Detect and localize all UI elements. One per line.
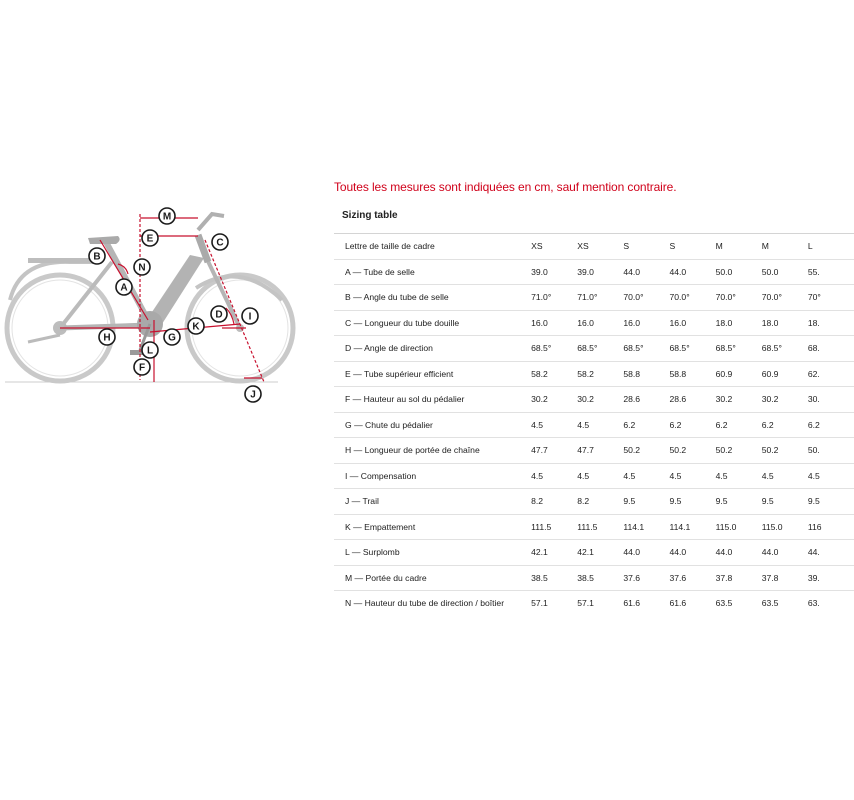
- size-header: L: [808, 234, 854, 260]
- table-row: [334, 591, 854, 616]
- row-label: L — Surplomb: [334, 540, 531, 566]
- units-note: Toutes les mesures sont indiquées en cm, sauf mention contraire.: [334, 180, 677, 194]
- row-value: 16.0: [531, 310, 577, 336]
- marker-a: [116, 279, 132, 295]
- size-header: S: [623, 234, 669, 260]
- table-row: [334, 361, 854, 387]
- row-value: 38.5: [531, 565, 577, 591]
- svg-text:J: J: [250, 389, 256, 401]
- row-value: 8.2: [531, 489, 577, 515]
- row-label: N — Hauteur du tube de direction / boîtier: [334, 591, 531, 616]
- row-value: 37.8: [762, 565, 808, 591]
- row-value: 4.5: [716, 463, 762, 489]
- marker-d: [211, 306, 227, 322]
- table-row: [334, 310, 854, 336]
- row-value: 44.0: [762, 540, 808, 566]
- row-value: 28.6: [669, 387, 715, 413]
- marker-c: [212, 234, 228, 250]
- size-header: XS: [531, 234, 577, 260]
- row-value: 50.0: [762, 259, 808, 285]
- row-label: B — Angle du tube de selle: [334, 285, 531, 311]
- row-value: 50.2: [623, 438, 669, 464]
- table-row: [334, 285, 854, 311]
- svg-text:G: G: [168, 332, 176, 344]
- row-value: 16.0: [577, 310, 623, 336]
- row-value: 8.2: [577, 489, 623, 515]
- table-row: [334, 463, 854, 489]
- row-value: 50.: [808, 438, 854, 464]
- row-value: 42.1: [531, 540, 577, 566]
- row-value: 42.1: [577, 540, 623, 566]
- row-value: 6.2: [762, 412, 808, 438]
- marker-h: [99, 329, 115, 345]
- row-value: 44.: [808, 540, 854, 566]
- row-value: 68.5°: [623, 336, 669, 362]
- row-value: 6.2: [716, 412, 762, 438]
- row-label: D — Angle de direction: [334, 336, 531, 362]
- marker-e: [142, 230, 158, 246]
- size-header: M: [762, 234, 808, 260]
- marker-b: [89, 248, 105, 264]
- row-value: 58.2: [577, 361, 623, 387]
- row-value: 63.5: [716, 591, 762, 616]
- svg-text:D: D: [215, 309, 223, 321]
- row-label: C — Longueur du tube douille: [334, 310, 531, 336]
- row-value: 60.9: [716, 361, 762, 387]
- row-value: 30.2: [762, 387, 808, 413]
- table-row: [334, 489, 854, 515]
- row-value: 44.0: [669, 259, 715, 285]
- marker-g: [164, 329, 180, 345]
- row-value: 28.6: [623, 387, 669, 413]
- svg-text:M: M: [162, 211, 172, 223]
- row-value: 68.5°: [577, 336, 623, 362]
- marker-k: [188, 318, 204, 334]
- row-value: 30.2: [531, 387, 577, 413]
- row-value: 68.5°: [531, 336, 577, 362]
- row-value: 44.0: [716, 540, 762, 566]
- row-value: 58.8: [623, 361, 669, 387]
- row-value: 68.5°: [762, 336, 808, 362]
- size-header: S: [669, 234, 715, 260]
- row-value: 39.0: [577, 259, 623, 285]
- svg-text:C: C: [216, 237, 224, 249]
- row-value: 37.6: [623, 565, 669, 591]
- row-value: 50.2: [762, 438, 808, 464]
- row-value: 71.0°: [577, 285, 623, 311]
- marker-n: [134, 259, 150, 275]
- table-row: [334, 540, 854, 566]
- row-value: 50.2: [716, 438, 762, 464]
- row-value: 70.0°: [669, 285, 715, 311]
- row-value: 4.5: [531, 412, 577, 438]
- row-label: A — Tube de selle: [334, 259, 531, 285]
- row-value: 4.5: [762, 463, 808, 489]
- row-value: 38.5: [577, 565, 623, 591]
- sizing-table-title: Sizing table: [342, 210, 398, 221]
- row-value: 55.: [808, 259, 854, 285]
- row-value: 9.5: [762, 489, 808, 515]
- row-value: 57.1: [577, 591, 623, 616]
- row-value: 68.5°: [716, 336, 762, 362]
- table-row: [334, 259, 854, 285]
- row-value: 111.5: [531, 514, 577, 540]
- row-label: E — Tube supérieur efficient: [334, 361, 531, 387]
- row-value: 70°: [808, 285, 854, 311]
- row-value: 60.9: [762, 361, 808, 387]
- row-value: 39.: [808, 565, 854, 591]
- derailleur: [28, 335, 60, 342]
- row-value: 37.6: [669, 565, 715, 591]
- row-value: 9.5: [669, 489, 715, 515]
- svg-text:K: K: [192, 321, 200, 333]
- bike-geometry-diagram: [0, 200, 310, 410]
- row-value: 4.5: [808, 463, 854, 489]
- row-value: 61.6: [669, 591, 715, 616]
- row-value: 4.5: [577, 463, 623, 489]
- row-label: J — Trail: [334, 489, 531, 515]
- row-value: 30.: [808, 387, 854, 413]
- row-value: 115.0: [762, 514, 808, 540]
- row-value: 70.0°: [623, 285, 669, 311]
- row-value: 9.5: [623, 489, 669, 515]
- row-label: K — Empattement: [334, 514, 531, 540]
- row-value: 16.0: [669, 310, 715, 336]
- svg-text:E: E: [146, 233, 154, 245]
- row-value: 70.0°: [716, 285, 762, 311]
- saddle: [88, 236, 120, 244]
- row-value: 4.5: [623, 463, 669, 489]
- row-value: 30.2: [716, 387, 762, 413]
- row-value: 39.0: [531, 259, 577, 285]
- row-value: 61.6: [623, 591, 669, 616]
- sizing-table: [334, 233, 854, 616]
- row-value: 63.5: [762, 591, 808, 616]
- row-value: 44.0: [623, 540, 669, 566]
- svg-text:H: H: [103, 332, 111, 344]
- row-value: 68.: [808, 336, 854, 362]
- marker-i: [242, 308, 258, 324]
- row-value: 30.2: [577, 387, 623, 413]
- row-value: 37.8: [716, 565, 762, 591]
- handlebar: [198, 214, 224, 230]
- marker-f: [134, 359, 150, 375]
- row-label: F — Hauteur au sol du pédalier: [334, 387, 531, 413]
- row-value: 50.2: [669, 438, 715, 464]
- row-value: 58.8: [669, 361, 715, 387]
- svg-text:L: L: [146, 345, 154, 357]
- table-row: [334, 438, 854, 464]
- row-value: 116: [808, 514, 854, 540]
- svg-text:N: N: [138, 262, 146, 274]
- row-value: 68.5°: [669, 336, 715, 362]
- row-value: 18.: [808, 310, 854, 336]
- row-label: G — Chute du pédalier: [334, 412, 531, 438]
- row-value: 9.5: [716, 489, 762, 515]
- table-row: [334, 412, 854, 438]
- row-value: 6.2: [623, 412, 669, 438]
- row-value: 111.5: [577, 514, 623, 540]
- row-value: 6.2: [669, 412, 715, 438]
- svg-text:A: A: [120, 282, 128, 294]
- svg-text:B: B: [93, 251, 101, 263]
- row-label: H — Longueur de portée de chaîne: [334, 438, 531, 464]
- row-value: 70.0°: [762, 285, 808, 311]
- table-row: [334, 387, 854, 413]
- row-value: 6.2: [808, 412, 854, 438]
- row-value: 62.: [808, 361, 854, 387]
- marker-l: [142, 342, 158, 358]
- row-value: 50.0: [716, 259, 762, 285]
- row-value: 115.0: [716, 514, 762, 540]
- row-value: 114.1: [623, 514, 669, 540]
- row-value: 47.7: [577, 438, 623, 464]
- table-row: [334, 565, 854, 591]
- svg-text:I: I: [248, 311, 252, 323]
- row-value: 16.0: [623, 310, 669, 336]
- row-value: 114.1: [669, 514, 715, 540]
- row-value: 44.0: [623, 259, 669, 285]
- table-header-row: [334, 234, 854, 260]
- row-value: 44.0: [669, 540, 715, 566]
- row-value: 9.5: [808, 489, 854, 515]
- row-value: 4.5: [669, 463, 715, 489]
- svg-text:F: F: [138, 362, 146, 374]
- bike-geometry-svg: [0, 200, 310, 410]
- table-row: [334, 336, 854, 362]
- marker-m: [159, 208, 175, 224]
- row-value: 4.5: [531, 463, 577, 489]
- row-value: 71.0°: [531, 285, 577, 311]
- row-value: 63.: [808, 591, 854, 616]
- size-header: XS: [577, 234, 623, 260]
- row-value: 57.1: [531, 591, 577, 616]
- row-label: I — Compensation: [334, 463, 531, 489]
- row-value: 18.0: [762, 310, 808, 336]
- row-value: 47.7: [531, 438, 577, 464]
- row-label: M — Portée du cadre: [334, 565, 531, 591]
- row-value: 18.0: [716, 310, 762, 336]
- table-row: [334, 514, 854, 540]
- row-value: 4.5: [577, 412, 623, 438]
- marker-j: [245, 386, 261, 402]
- sizing-table-container: [334, 205, 822, 609]
- header-label: Lettre de taille de cadre: [334, 234, 531, 260]
- size-header: M: [716, 234, 762, 260]
- row-value: 58.2: [531, 361, 577, 387]
